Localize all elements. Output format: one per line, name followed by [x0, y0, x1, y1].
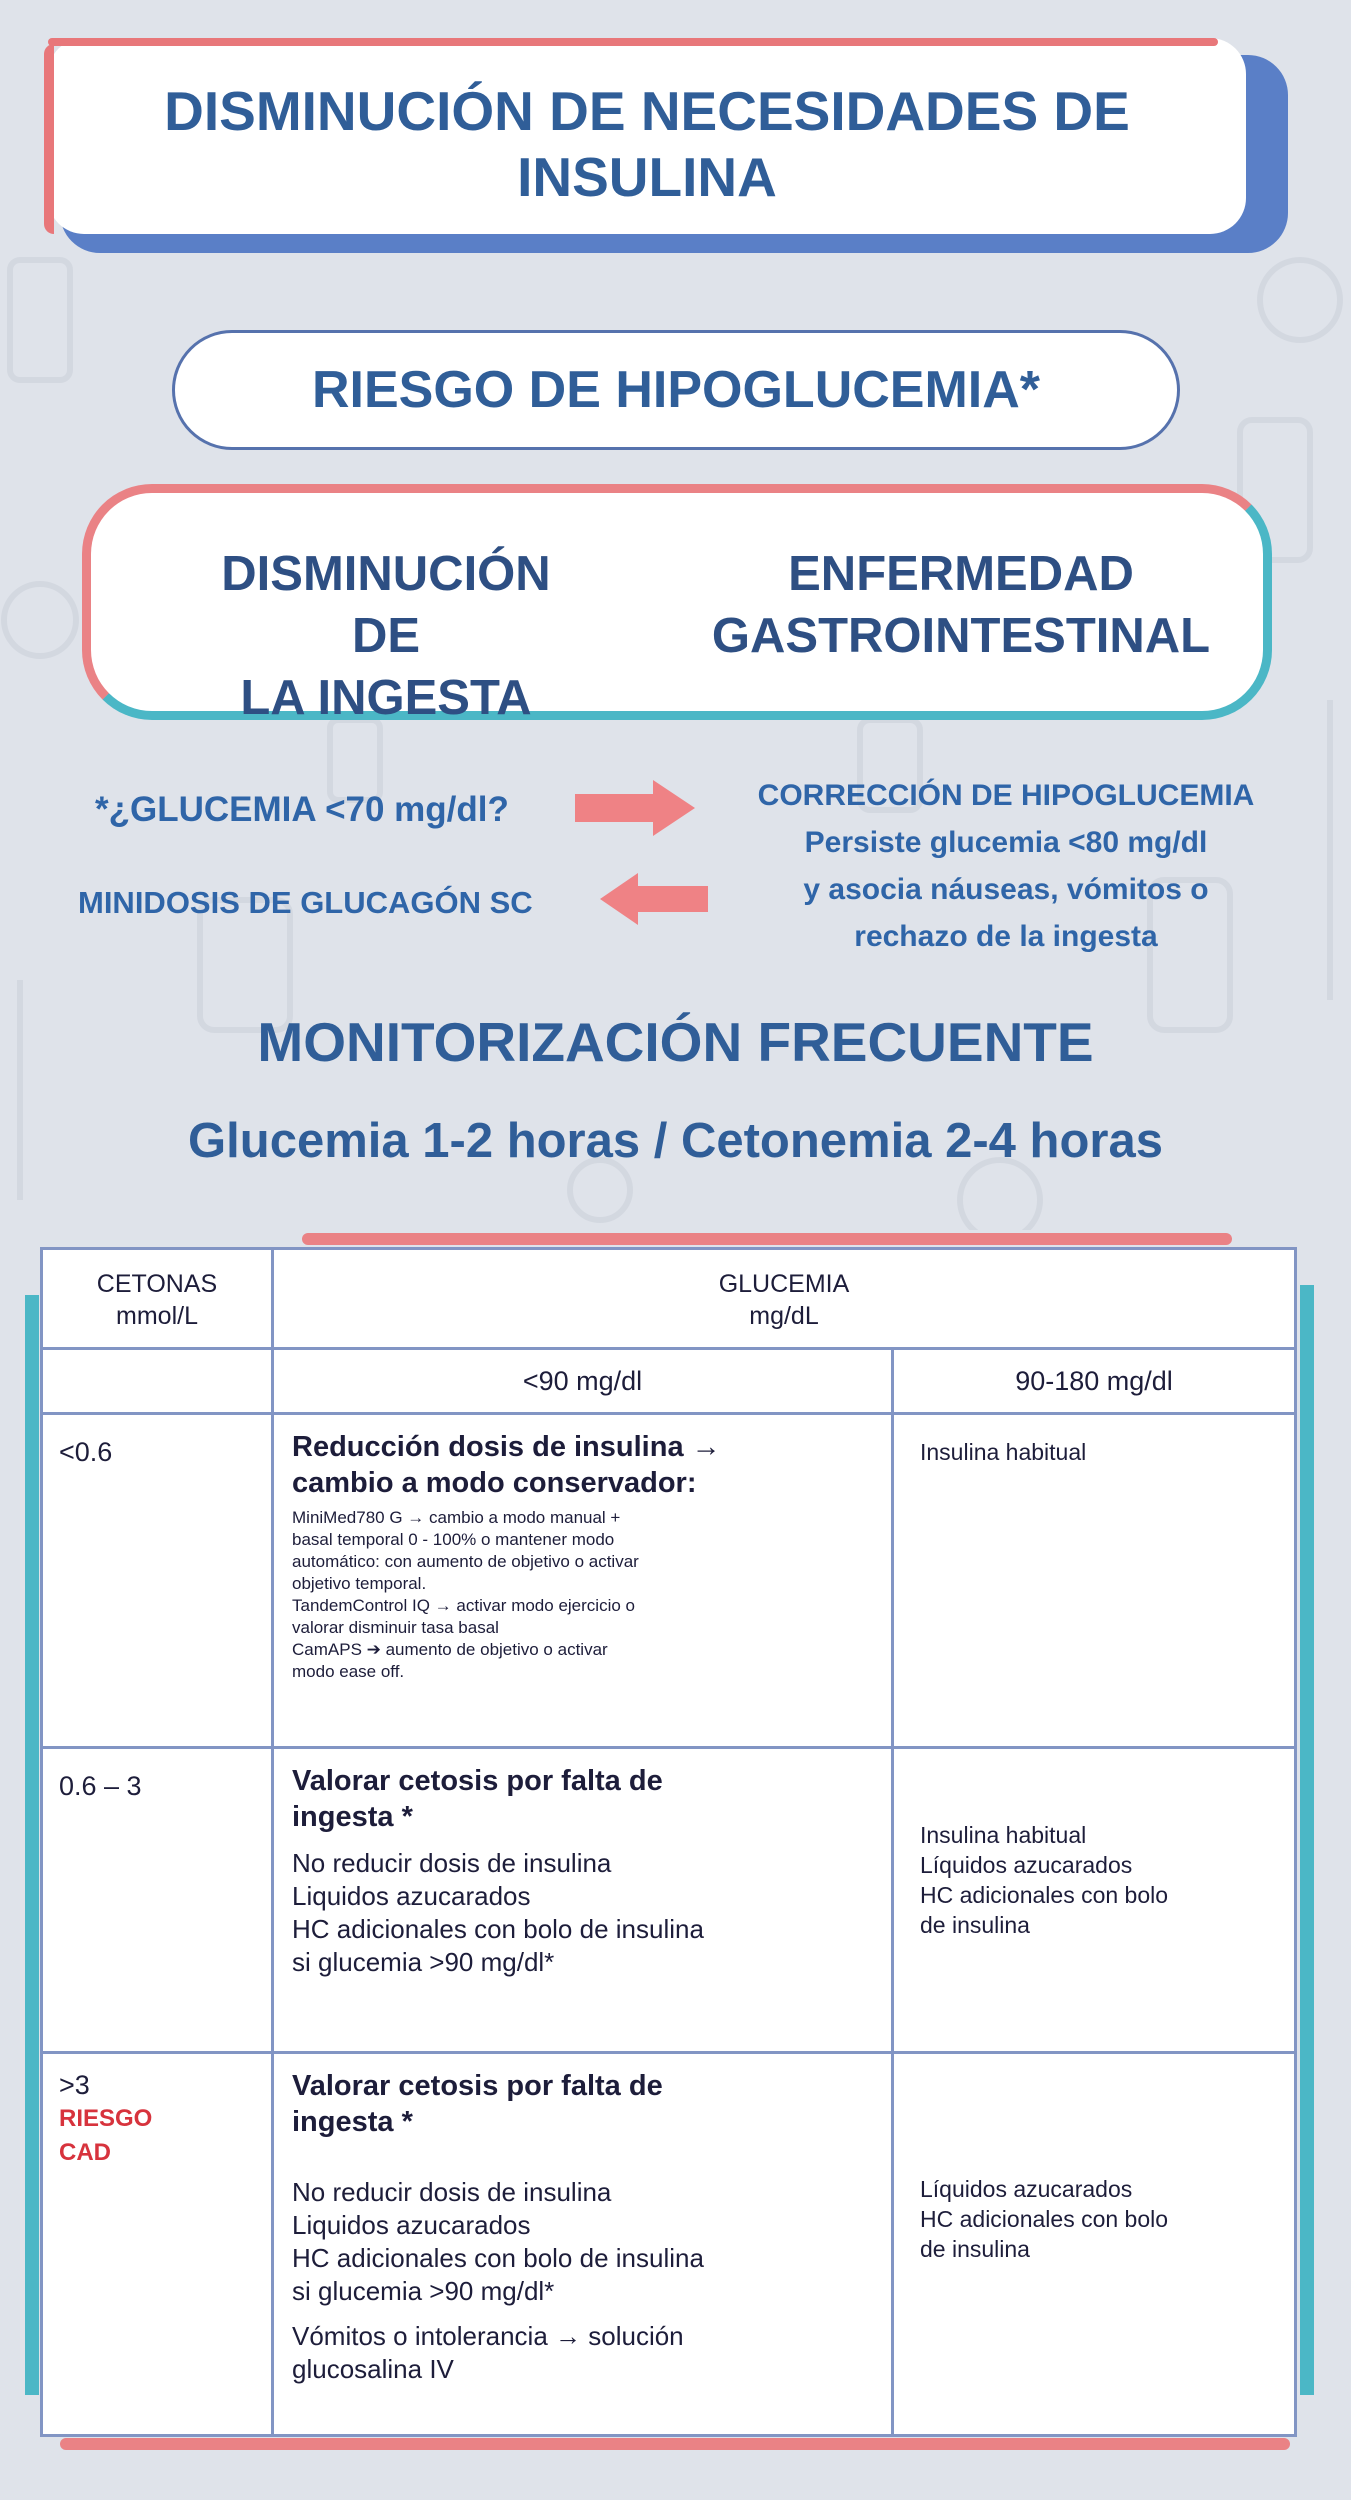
pump-detail: objetivo temporal.: [292, 1574, 427, 1593]
normal-action-line: Insulina habitual: [920, 1822, 1087, 1848]
action-title-line-2: ingesta *: [292, 2106, 413, 2138]
ketone-level: 0.6 – 3: [42, 1748, 273, 2053]
title-accent-left: [44, 44, 54, 234]
table-row: [42, 1414, 1296, 1748]
normal-action-line: HC adicionales con bolo: [920, 2206, 1169, 2232]
glucose-header-line-1: GLUCEMIA: [718, 1270, 850, 1298]
normal-glucose-action: [893, 1414, 1296, 1748]
action-line: No reducir dosis de insulina: [292, 2177, 612, 2207]
pump-detail: TandemControl IQ → activar modo ejercicio o: [292, 1596, 635, 1615]
monitoring-title: MONITORIZACIÓN FRECUENTE: [257, 1011, 1094, 1073]
pump-instructions: [292, 1507, 877, 1683]
action-line: Liquidos azucarados: [292, 2210, 531, 2240]
arrow-right-icon: [575, 780, 695, 836]
ketones-header-line-1: CETONAS: [96, 1270, 218, 1298]
normal-action-line: Líquidos azucarados: [920, 2176, 1133, 2202]
low-glucose-action: [273, 2053, 893, 2436]
ketone-level: >3: [59, 2070, 90, 2100]
action-title-line-1: Reducción dosis de insulina →: [292, 1431, 721, 1463]
ketones-header: [42, 1249, 273, 1349]
pump-detail: modo ease off.: [292, 1662, 405, 1681]
normal-action-line: de insulina: [920, 1912, 1030, 1938]
action-title-line-1: Valorar cetosis por falta de: [292, 1765, 663, 1797]
glucagon-minidose: MINIDOSIS DE GLUCAGÓN SC: [78, 885, 533, 920]
table-header-row: [42, 1249, 1296, 1349]
table-subheader-row: [42, 1349, 1296, 1414]
action-line: HC adicionales con bolo de insulina: [292, 2243, 704, 2273]
arrow-left-icon: [600, 873, 708, 925]
vomiting-action: [292, 2320, 877, 2386]
action-lines: [292, 1847, 877, 1979]
pump-detail: basal temporal 0 - 100% o mantener modo: [292, 1530, 615, 1549]
correction-line-1: CORRECCIÓN DE HIPOGLUCEMIA: [757, 779, 1255, 812]
normal-glucose-action: [893, 1748, 1296, 2053]
glucose-header: [273, 1249, 1296, 1349]
action-line: No reducir dosis de insulina: [292, 1848, 612, 1878]
ketone-level: <0.6: [42, 1414, 273, 1748]
title-accent-line: [48, 38, 1218, 46]
dka-risk-label: RIESGO: [59, 2105, 153, 2132]
low-glucose-action: [273, 1748, 893, 2053]
action-line: si glucemia >90 mg/dl*: [292, 1947, 555, 1977]
table-row: [42, 1748, 1296, 2053]
title-line-2: INSULINA: [517, 146, 777, 208]
pump-detail: valorar disminuir tasa basal: [292, 1618, 499, 1637]
column-normal-glucose: 90-180 mg/dl: [893, 1349, 1296, 1414]
cause-reduced-intake: [186, 543, 586, 729]
action-lines: [292, 2176, 877, 2308]
cause-right-line-2: GASTROINTESTINAL: [711, 609, 1211, 663]
correction-line-2: Persiste glucemia <80 mg/dl: [804, 826, 1208, 859]
title-line-1: DISMINUCIÓN DE NECESIDADES DE: [164, 80, 1130, 142]
action-line: HC adicionales con bolo de insulina: [292, 1914, 704, 1944]
action-title-line-1: Valorar cetosis por falta de: [292, 2070, 663, 2102]
cause-gastrointestinal: [681, 543, 1241, 667]
pump-detail: MiniMed780 G → cambio a modo manual +: [292, 1508, 621, 1527]
table-row: [42, 2053, 1296, 2436]
ketone-glucose-table: [40, 1247, 1297, 2437]
action-title-line-2: cambio a modo conservador:: [292, 1467, 697, 1499]
correction-line-4: rechazo de la ingesta: [854, 920, 1158, 953]
action-line: Liquidos azucarados: [292, 1881, 531, 1911]
vomiting-line-2: glucosalina IV: [292, 2354, 454, 2384]
pump-detail: automático: con aumento de objetivo o activar: [292, 1552, 639, 1571]
hypoglycemia-risk-pill: RIESGO DE HIPOGLUCEMIA*: [172, 330, 1180, 450]
title-banner: [48, 38, 1246, 234]
dka-label: CAD: [59, 2139, 111, 2166]
vomiting-line-1: Vómitos o intolerancia → solución: [292, 2321, 684, 2351]
low-glucose-action: [273, 1414, 893, 1748]
normal-action-line: HC adicionales con bolo: [920, 1882, 1169, 1908]
table-right-accent: [1300, 1285, 1314, 2395]
column-low-glucose: <90 mg/dl: [273, 1349, 893, 1414]
monitoring-subtitle: Glucemia 1-2 horas / Cetonemia 2-4 horas: [188, 1114, 1163, 1168]
hypoglycemia-correction: [706, 772, 1306, 960]
ketone-level-cell: [42, 2053, 273, 2436]
cause-left-line-2: LA INGESTA: [240, 671, 532, 725]
glucose-question: *¿GLUCEMIA <70 mg/dl?: [95, 790, 509, 829]
table-top-accent: [302, 1233, 1232, 1245]
ketones-header-line-2: mmol/L: [116, 1302, 198, 1330]
action-line: si glucemia >90 mg/dl*: [292, 2276, 555, 2306]
pump-detail: CamAPS ➔ aumento de objetivo o activar: [292, 1640, 608, 1659]
action-title-line-2: ingesta *: [292, 1801, 413, 1833]
normal-action-line: de insulina: [920, 2236, 1030, 2262]
normal-glucose-action: [893, 2053, 1296, 2436]
correction-line-3: y asocia náuseas, vómitos o: [803, 873, 1209, 906]
cause-right-line-1: ENFERMEDAD: [788, 547, 1134, 601]
glucose-header-line-2: mg/dL: [749, 1302, 819, 1330]
normal-action-line: Insulina habitual: [920, 1439, 1087, 1465]
table-bottom-accent: [60, 2438, 1290, 2450]
empty-header-cell: [42, 1349, 273, 1414]
normal-action-line: Líquidos azucarados: [920, 1852, 1133, 1878]
table-left-accent: [25, 1295, 39, 2395]
cause-left-line-1: DISMINUCIÓN DE: [221, 547, 551, 663]
causes-box: [82, 484, 1272, 725]
